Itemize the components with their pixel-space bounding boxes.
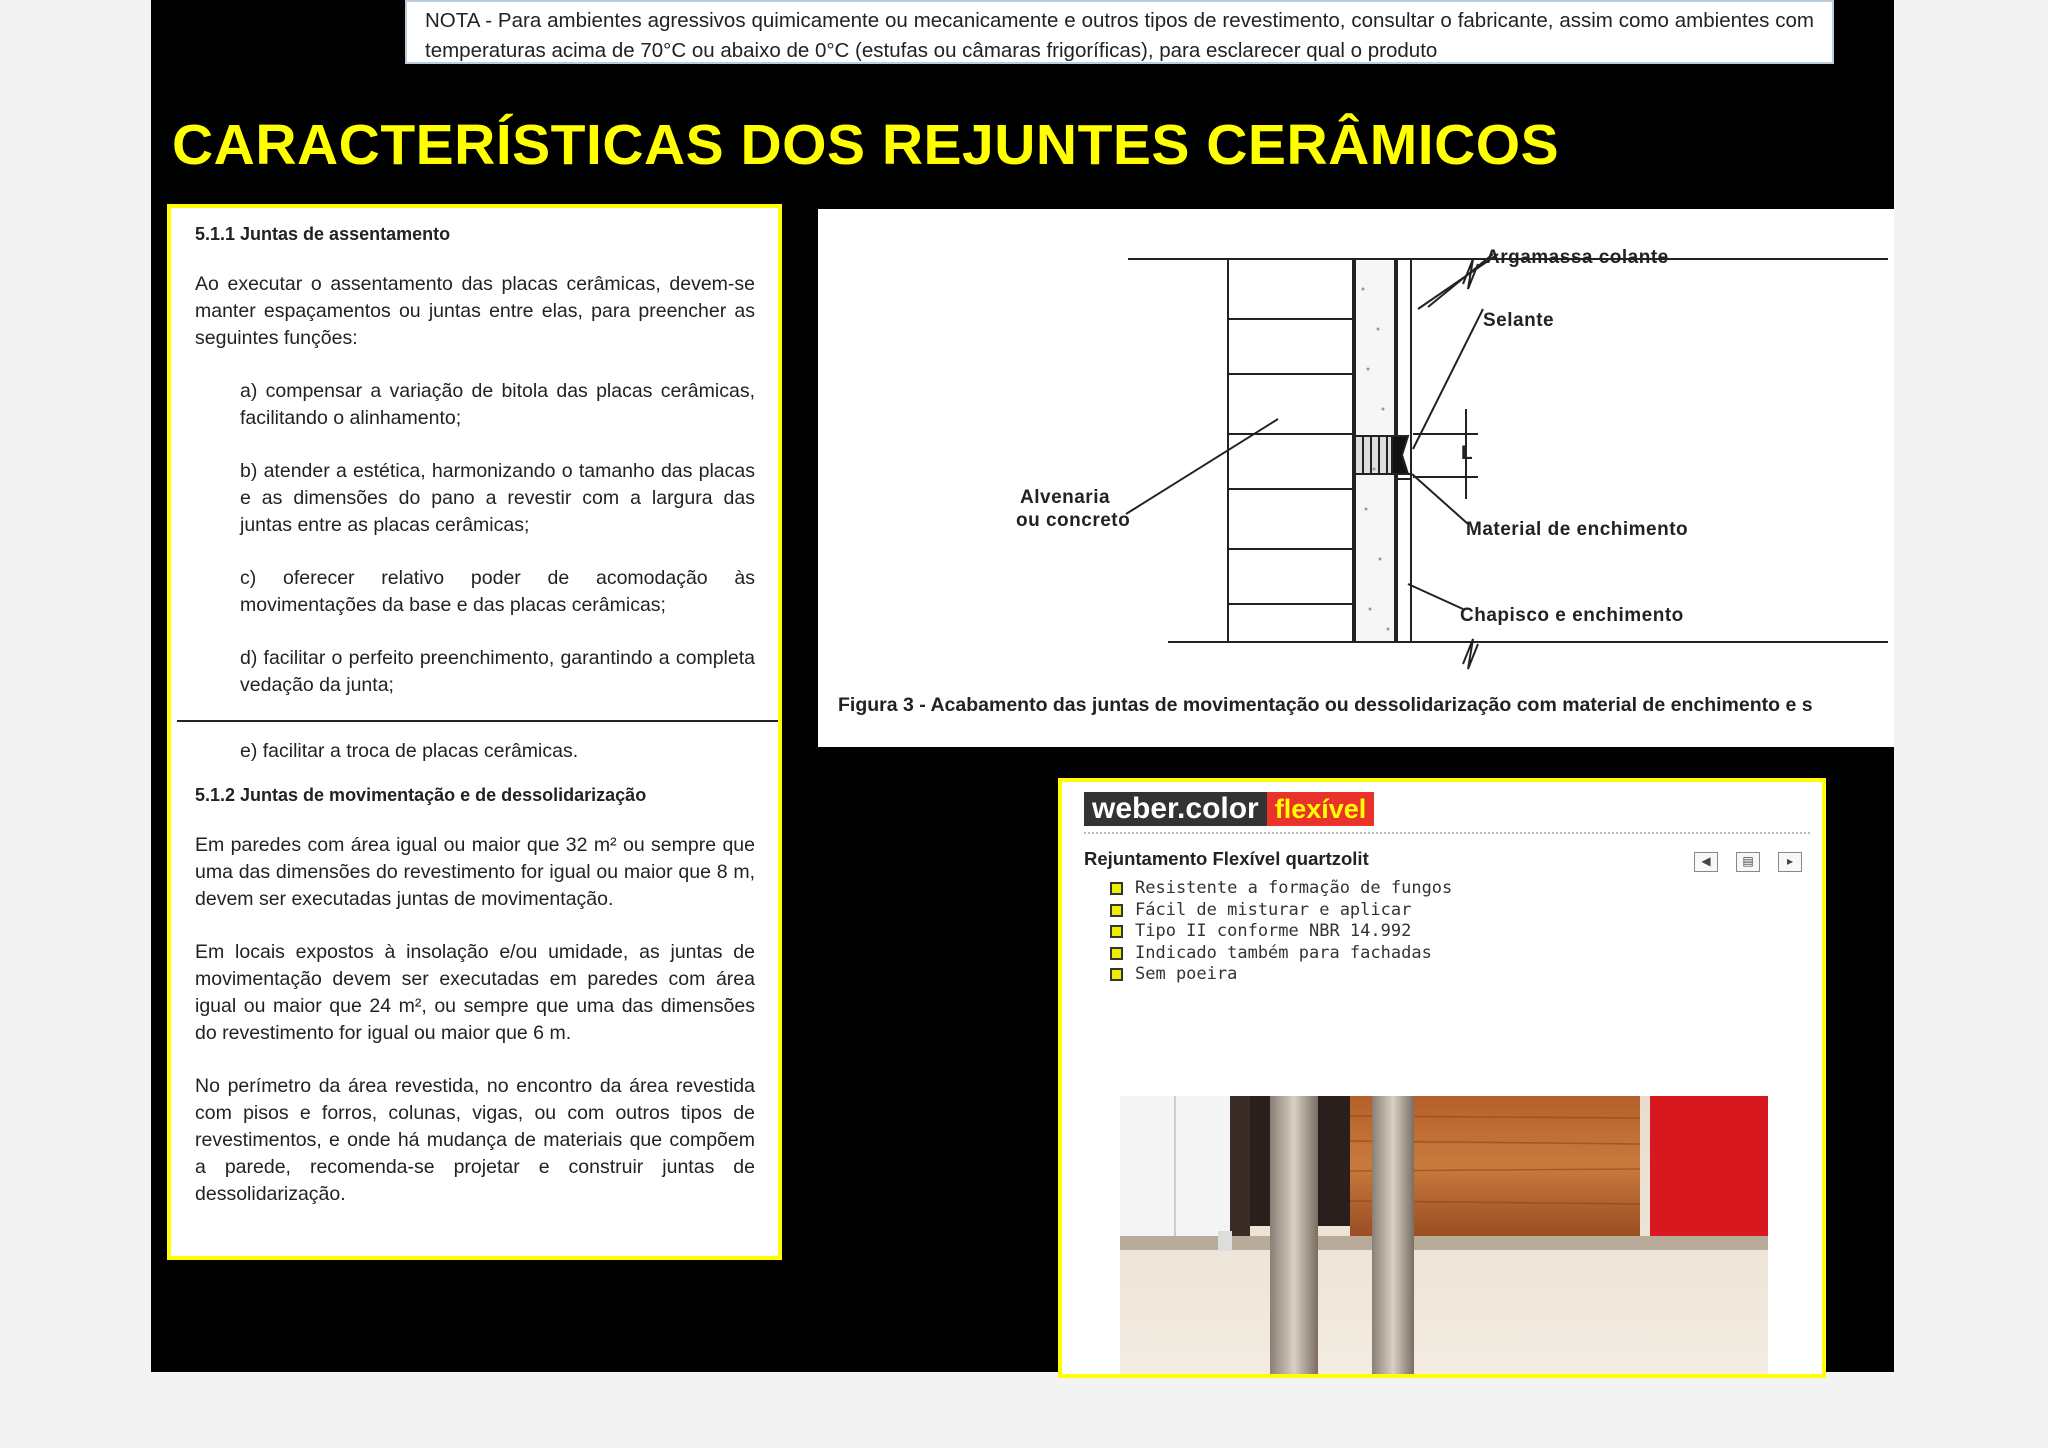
section-heading: 5.1.1 Juntas de assentamento <box>195 224 451 244</box>
product-toolbar <box>1694 852 1802 872</box>
list-item <box>1110 943 1452 965</box>
bullet-icon <box>1110 947 1123 960</box>
list-item: d) facilitar o perfeito preenchimento, garantindo a completa vedação da junta; <box>240 647 755 696</box>
feature-text: Sem poeira <box>1135 964 1238 984</box>
paragraph: Em paredes com área igual ou maior que 32 m² ou sempre que uma das dimensões do revestimento for igual ou maior que 8 m, devem ser executadas juntas de movimentação. <box>195 834 755 910</box>
bullet-icon <box>1110 925 1123 938</box>
product-card <box>1058 778 1826 1378</box>
feature-text: Indicado também para fachadas <box>1135 942 1432 963</box>
product-title: Rejuntamento Flexível quartzolit <box>1084 848 1369 869</box>
nota-box <box>405 0 1834 64</box>
bullet-icon <box>1110 904 1123 917</box>
list-item <box>1110 878 1452 900</box>
section-assentamento <box>195 224 755 725</box>
list-item: a) compensar a variação de bitola das placas cerâmicas, facilitando o alinhamento; <box>240 380 755 429</box>
label-l: L <box>1461 443 1474 464</box>
text-panel <box>167 204 782 1260</box>
kitchen-image <box>1120 1096 1768 1376</box>
list-item: b) atender a estética, harmonizando o tamanho das placas e as dimensões do pano a revestir com a largura das juntas entre as placas cerâmicas; <box>240 460 755 536</box>
label-chapisco: Chapisco e enchimento <box>1460 605 1684 626</box>
label-enchimento: Material de enchimento <box>1466 519 1689 540</box>
label-concreto: ou concreto <box>1016 510 1131 531</box>
list-item <box>1110 964 1452 986</box>
paragraph: Ao executar o assentamento das placas cerâmicas, devem-se manter espaçamentos ou juntas entre elas, para preencher as seguintes funções: <box>195 273 755 349</box>
section-heading: 5.1.2 Juntas de movimentação e de dessolidarização <box>195 785 647 805</box>
list-item <box>1110 921 1452 943</box>
nota-text: NOTA - Para ambientes agressivos quimicamente ou mecanicamente e outros tipos de revestimento, consultar o fabricante, assim como ambientes com temperaturas acima de 70°C ou abaixo de 0°C (estufas ou câmaras frigoríficas), para esclarecer qual o produto <box>425 9 1814 62</box>
logo-text-flexivel: flexível <box>1267 792 1375 826</box>
send-icon[interactable]: ▸ <box>1778 852 1802 872</box>
bullet-icon <box>1110 882 1123 895</box>
feature-list <box>1110 878 1452 986</box>
figure-caption: Figura 3 - Acabamento das juntas de movimentação ou dessolidarização com material de enchimento e s <box>838 694 1813 716</box>
paragraph: Em locais expostos à insolação e/ou umidade, as juntas de movimentação devem ser executadas em paredes com área igual ou maior que 24 m², ou sempre que uma das dimensões do revestimento for igual ou maior que 6 m. <box>195 941 755 1044</box>
label-alvenaria: Alvenaria <box>1020 487 1111 508</box>
logo-text: weber.color <box>1084 792 1267 826</box>
feature-text: Fácil de misturar e aplicar <box>1135 899 1412 920</box>
label-selante: Selante <box>1483 310 1555 331</box>
dotted-divider <box>1084 832 1810 834</box>
list-item: e) facilitar a troca de placas cerâmicas. <box>240 740 579 762</box>
joint-diagram <box>818 209 1894 747</box>
list-item <box>1110 900 1452 922</box>
feature-text: Tipo II conforme NBR 14.992 <box>1135 921 1412 941</box>
label-argamassa: Argamassa colante <box>1486 247 1669 268</box>
feature-text: Resistente a formação de fungos <box>1135 878 1453 898</box>
product-photo <box>1120 1096 1768 1376</box>
page-title: CARACTERÍSTICAS DOS REJUNTES CERÂMICOS <box>172 113 1560 177</box>
weber-logo <box>1084 792 1374 826</box>
joint-section-drawing <box>818 209 1894 747</box>
back-icon[interactable]: ◀ <box>1694 852 1718 872</box>
paragraph: No perímetro da área revestida, no encontro da área revestida com pisos e forros, colunas, vigas, ou com outros tipos de revestimentos, e onde há mudança de materiais que compõem a parede, recomenda-se projetar e construir juntas de dessolidarização. <box>195 1075 755 1205</box>
print-icon[interactable]: ▤ <box>1736 852 1760 872</box>
list-item: c) oferecer relativo poder de acomodação às movimentações da base e das placas cerâmicas; <box>240 567 755 616</box>
bullet-icon <box>1110 968 1123 981</box>
section-movimentacao <box>195 738 755 1234</box>
divider <box>177 720 778 722</box>
